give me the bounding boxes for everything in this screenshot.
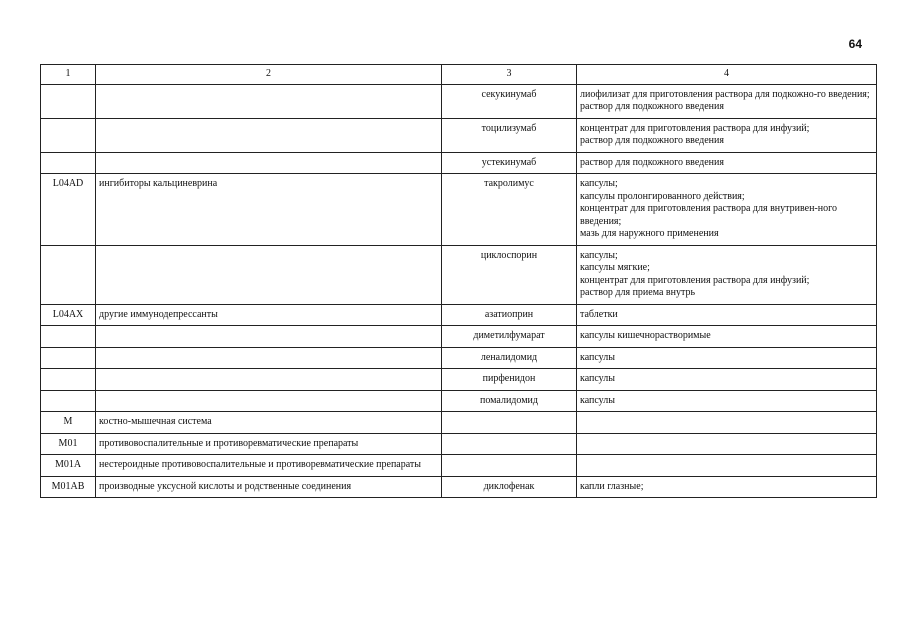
atc-code-cell: M01 — [41, 433, 96, 455]
dosage-form: концентрат для приготовления раствора для внутривен-ного введения; — [580, 203, 837, 227]
dosage-form: лиофилизат для приготовления раствора для подкожно-го введения; — [580, 88, 870, 100]
table-row — [41, 412, 877, 434]
dosage-form: капли глазные; — [580, 480, 644, 492]
atc-code-cell — [41, 245, 96, 304]
table-row — [41, 152, 877, 174]
dosage-form: концентрат для приготовления раствора для инфузий; — [580, 122, 810, 134]
dosage-forms-cell — [577, 476, 877, 498]
table-row — [41, 326, 877, 348]
dosage-forms-cell — [577, 347, 877, 369]
atc-code-cell: L04AD — [41, 174, 96, 246]
table-row — [41, 455, 877, 477]
group-name-cell — [96, 118, 442, 152]
dosage-form: капсулы; — [580, 178, 618, 189]
dosage-form: таблетки — [580, 308, 618, 320]
atc-code-cell — [41, 369, 96, 391]
dosage-forms-cell — [577, 84, 877, 118]
dosage-form: мазь для наружного применения — [580, 228, 719, 239]
drug-name-cell: леналидомид — [442, 347, 577, 369]
table-row — [41, 347, 877, 369]
dosage-forms-cell — [577, 369, 877, 391]
drug-table — [40, 64, 877, 498]
drug-name-cell: тоцилизумаб — [442, 118, 577, 152]
group-name-cell: другие иммунодепрессанты — [96, 304, 442, 326]
dosage-form: капсулы пролонгированного действия; — [580, 190, 745, 202]
dosage-form: раствор для приема внутрь — [580, 287, 696, 298]
dosage-form: раствор для подкожного введения — [580, 135, 724, 146]
group-name-cell: костно-мышечная система — [96, 412, 442, 434]
dosage-forms-cell — [577, 174, 877, 246]
table-row — [41, 174, 877, 246]
drug-name-cell: такролимус — [442, 174, 577, 246]
header-row — [41, 65, 877, 85]
table-row — [41, 433, 877, 455]
group-name-cell — [96, 347, 442, 369]
drug-name-cell — [442, 433, 577, 455]
drug-name-cell: циклоспорин — [442, 245, 577, 304]
group-name-cell — [96, 84, 442, 118]
header-cell: 4 — [577, 65, 877, 85]
table-body — [41, 84, 877, 498]
dosage-forms-cell — [577, 245, 877, 304]
group-name-cell — [96, 369, 442, 391]
group-name-cell: противовоспалительные и противоревматические препараты — [96, 433, 442, 455]
group-name-cell: производные уксусной кислоты и родственные соединения — [96, 476, 442, 498]
table-row — [41, 304, 877, 326]
dosage-forms-cell — [577, 455, 877, 477]
atc-code-cell: M — [41, 412, 96, 434]
table-row — [41, 84, 877, 118]
drug-name-cell — [442, 412, 577, 434]
dosage-forms-cell — [577, 304, 877, 326]
dosage-forms-cell — [577, 433, 877, 455]
group-name-cell — [96, 152, 442, 174]
atc-code-cell — [41, 347, 96, 369]
atc-code-cell — [41, 326, 96, 348]
dosage-forms-cell — [577, 326, 877, 348]
dosage-form: концентрат для приготовления раствора для инфузий; — [580, 274, 810, 286]
atc-code-cell: L04AX — [41, 304, 96, 326]
table-row — [41, 245, 877, 304]
dosage-form: раствор для подкожного введения — [580, 101, 724, 112]
table-row — [41, 118, 877, 152]
group-name-cell — [96, 390, 442, 412]
group-name-cell: нестероидные противовоспалительные и противоревматические препараты — [96, 455, 442, 477]
dosage-forms-cell — [577, 152, 877, 174]
drug-name-cell: помалидомид — [442, 390, 577, 412]
atc-code-cell: M01AB — [41, 476, 96, 498]
group-name-cell: ингибиторы кальциневрина — [96, 174, 442, 246]
dosage-form: капсулы кишечнорастворимые — [580, 330, 711, 341]
drug-name-cell — [442, 455, 577, 477]
group-name-cell — [96, 245, 442, 304]
header-cell: 2 — [96, 65, 442, 85]
atc-code-cell — [41, 390, 96, 412]
atc-code-cell — [41, 84, 96, 118]
dosage-form: капсулы — [580, 351, 615, 363]
dosage-form: раствор для подкожного введения — [580, 156, 724, 168]
drug-name-cell: секукинумаб — [442, 84, 577, 118]
dosage-forms-cell — [577, 390, 877, 412]
table-row — [41, 476, 877, 498]
table-row — [41, 390, 877, 412]
page-number: 64 — [848, 37, 862, 51]
header-cell: 3 — [442, 65, 577, 85]
drug-name-cell: диметилфумарат — [442, 326, 577, 348]
drug-name-cell: устекинумаб — [442, 152, 577, 174]
dosage-forms-cell — [577, 412, 877, 434]
drug-name-cell: пирфенидон — [442, 369, 577, 391]
dosage-form: капсулы; — [580, 249, 618, 261]
dosage-form: капсулы — [580, 394, 615, 406]
atc-code-cell: M01A — [41, 455, 96, 477]
dosage-form: капсулы — [580, 373, 615, 384]
dosage-form: капсулы мягкие; — [580, 262, 650, 273]
table-row — [41, 369, 877, 391]
group-name-cell — [96, 326, 442, 348]
dosage-forms-cell — [577, 118, 877, 152]
atc-code-cell — [41, 152, 96, 174]
drug-name-cell: диклофенак — [442, 476, 577, 498]
atc-code-cell — [41, 118, 96, 152]
header-cell: 1 — [41, 65, 96, 85]
drug-name-cell: азатиоприн — [442, 304, 577, 326]
